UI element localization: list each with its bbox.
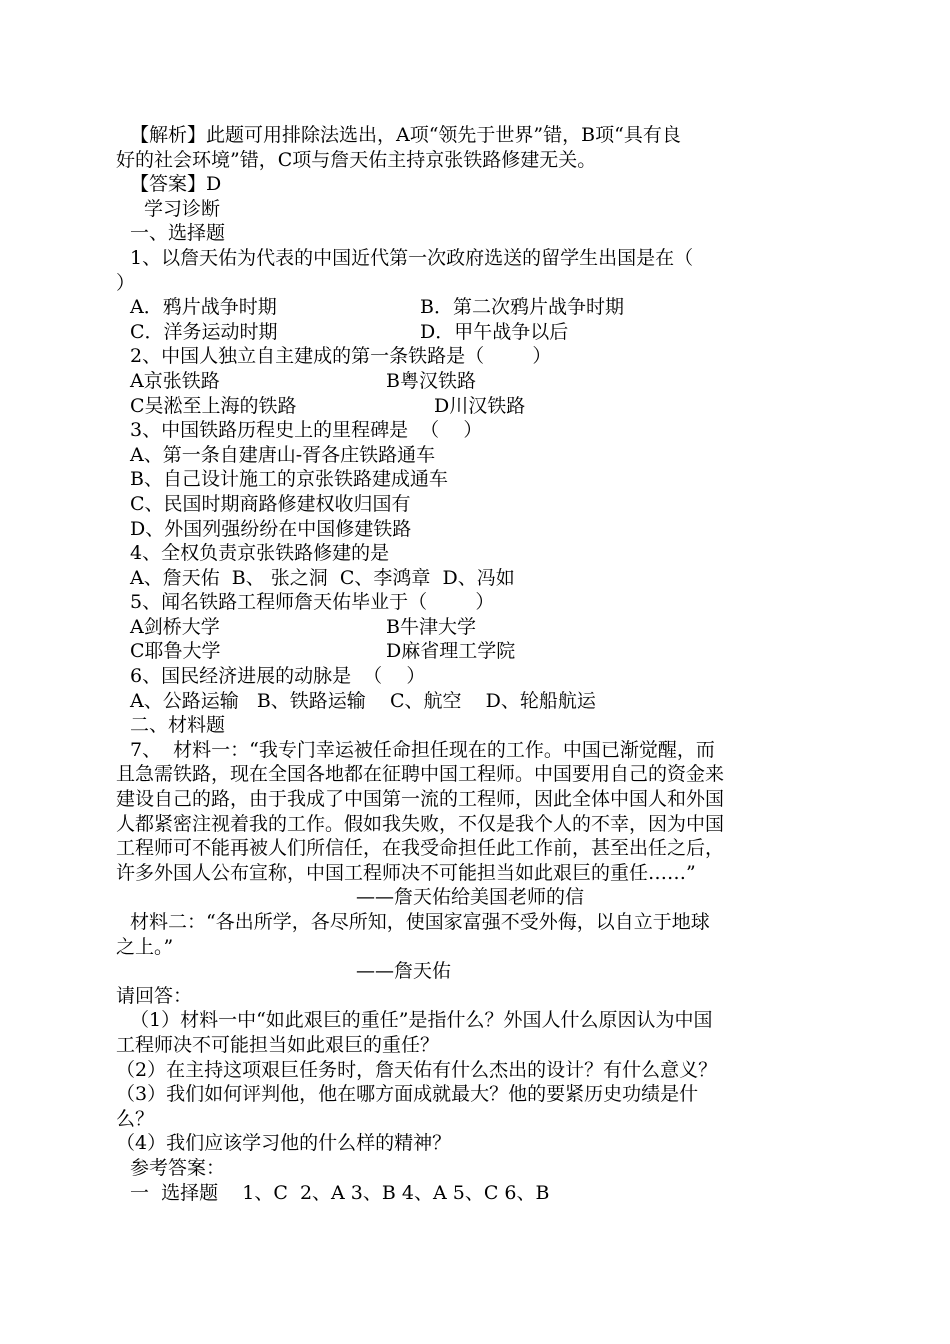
q3-stem: 3、中国铁路历程史上的里程碑是 （ ） <box>130 419 483 442</box>
document-body <box>116 123 836 1205</box>
q5-options-row-2 <box>116 639 836 664</box>
q5-option-b: B牛津大学 <box>386 615 476 638</box>
q1-option-c: C．洋务运动时期 <box>130 320 278 343</box>
q7-sub2: （2）在主持这项艰巨任务时，詹天佑有什么杰出的设计？有什么意义？ <box>116 1058 718 1081</box>
q3-option-b: B、自己设计施工的京张铁路建成通车 <box>130 468 448 491</box>
part1-title: 一、选择题 <box>130 222 226 245</box>
answer-line: 【答案】D <box>130 173 222 196</box>
q1-option-b: B．第二次鸦片战争时期 <box>420 296 624 319</box>
q1-options-row-1 <box>116 295 836 320</box>
q5-stem: 5、闻名铁路工程师詹天佑毕业于（ ） <box>130 591 495 614</box>
q2-option-d: D川汉铁路 <box>434 394 526 417</box>
q4-options: A、詹天佑 B、 张之洞 C、李鸿章 D、冯如 <box>130 566 515 589</box>
q3-option-d: D、外国列强纷纷在中国修建铁路 <box>130 517 412 540</box>
q7-material2-source: ——詹天佑 <box>356 960 452 983</box>
q7-material2-line-2: 之上。” <box>116 935 174 958</box>
section-title: 学习诊断 <box>144 197 221 220</box>
q7-material2-line-1: 材料二：“各出所学，各尽所知，使国家富强不受外侮，以自立于地球 <box>130 911 710 933</box>
q2-options-row-1 <box>116 369 836 394</box>
part2-title: 二、材料题 <box>130 714 226 737</box>
q5-option-d: D麻省理工学院 <box>386 640 516 663</box>
q7-material1-line: 工程师可不能再被人们所信任，在我受命担任此工作前，甚至出任之后， <box>116 837 725 860</box>
q5-option-c: C耶鲁大学 <box>130 640 221 663</box>
q2-options-row-2 <box>116 394 836 419</box>
q7-material1-line: 且急需铁路，现在全国各地都在征聘中国工程师。中国要用自己的资金来 <box>116 763 725 786</box>
q1-stem-end: ） <box>116 271 136 294</box>
q3-option-c: C、民国时期商路修建权收归国有 <box>130 492 411 515</box>
q2-option-a: A京张铁路 <box>130 369 220 392</box>
q6-options: A、公路运输 B、铁路运输 C、航空 D、轮船航运 <box>130 689 596 712</box>
q7-sub1-line-1: （1）材料一中“如此艰巨的重任”是指什么？外国人什么原因认为中国 <box>130 1009 713 1032</box>
q1-options-row-2 <box>116 320 836 345</box>
q7-material1-line: 许多外国人公布宣称，中国工程师决不可能担当如此艰巨的重任……” <box>116 861 696 884</box>
q7-sub3-line-2: 么？ <box>116 1107 155 1130</box>
q1-stem: 1、以詹天佑为代表的中国近代第一次政府选送的留学生出国是在（ <box>130 246 694 269</box>
q7-sub4: （4）我们应该学习他的什么样的精神？ <box>116 1132 452 1155</box>
analysis-line-2: 好的社会环境”错，C项与詹天佑主持京张铁路修建无关。 <box>116 148 597 171</box>
q2-option-b: B粤汉铁路 <box>386 369 476 392</box>
q7-material1-line: 人都紧密注视着我的工作。假如我失败，不仅是我个人的不幸，因为中国 <box>116 812 725 835</box>
q4-stem: 4、全权负责京张铁路修建的是 <box>130 542 390 565</box>
q7-material1-line: 7、 材料一：“我专门幸运被任命担任现在的工作。中国已渐觉醒，而 <box>130 738 715 761</box>
reference-answers: 一 选择题 1、C 2、A 3、B 4、A 5、C 6、B <box>130 1181 550 1204</box>
q7-material1-source: ——詹天佑给美国老师的信 <box>356 886 585 909</box>
q1-option-d: D．甲午战争以后 <box>420 320 569 343</box>
q7-sub1-line-2: 工程师决不可能担当如此艰巨的重任？ <box>116 1033 440 1056</box>
q2-option-c: C吴淞至上海的铁路 <box>130 394 297 417</box>
analysis-line-1: 【解析】此题可用排除法选出，A项“领先于世界”错，B项“具有良 <box>130 124 681 146</box>
q7-material1-line: 建设自己的路，由于我成了中国第一流的工程师，因此全体中国人和外国 <box>116 788 725 811</box>
q2-stem: 2、中国人独立自主建成的第一条铁路是（ ） <box>130 345 552 368</box>
q7-sub3-line-1: （3）我们如何评判他，他在哪方面成就最大？他的要紧历史功绩是什 <box>116 1083 699 1106</box>
q5-options-row-1 <box>116 615 836 640</box>
q1-option-a: A．鸦片战争时期 <box>130 296 277 319</box>
reference-title: 参考答案： <box>130 1156 226 1179</box>
q5-option-a: A剑桥大学 <box>130 615 220 638</box>
q7-prompt: 请回答： <box>116 984 193 1007</box>
q6-stem: 6、国民经济进展的动脉是 （ ） <box>130 665 426 688</box>
q3-option-a: A、第一条自建唐山-胥各庄铁路通车 <box>130 443 436 466</box>
